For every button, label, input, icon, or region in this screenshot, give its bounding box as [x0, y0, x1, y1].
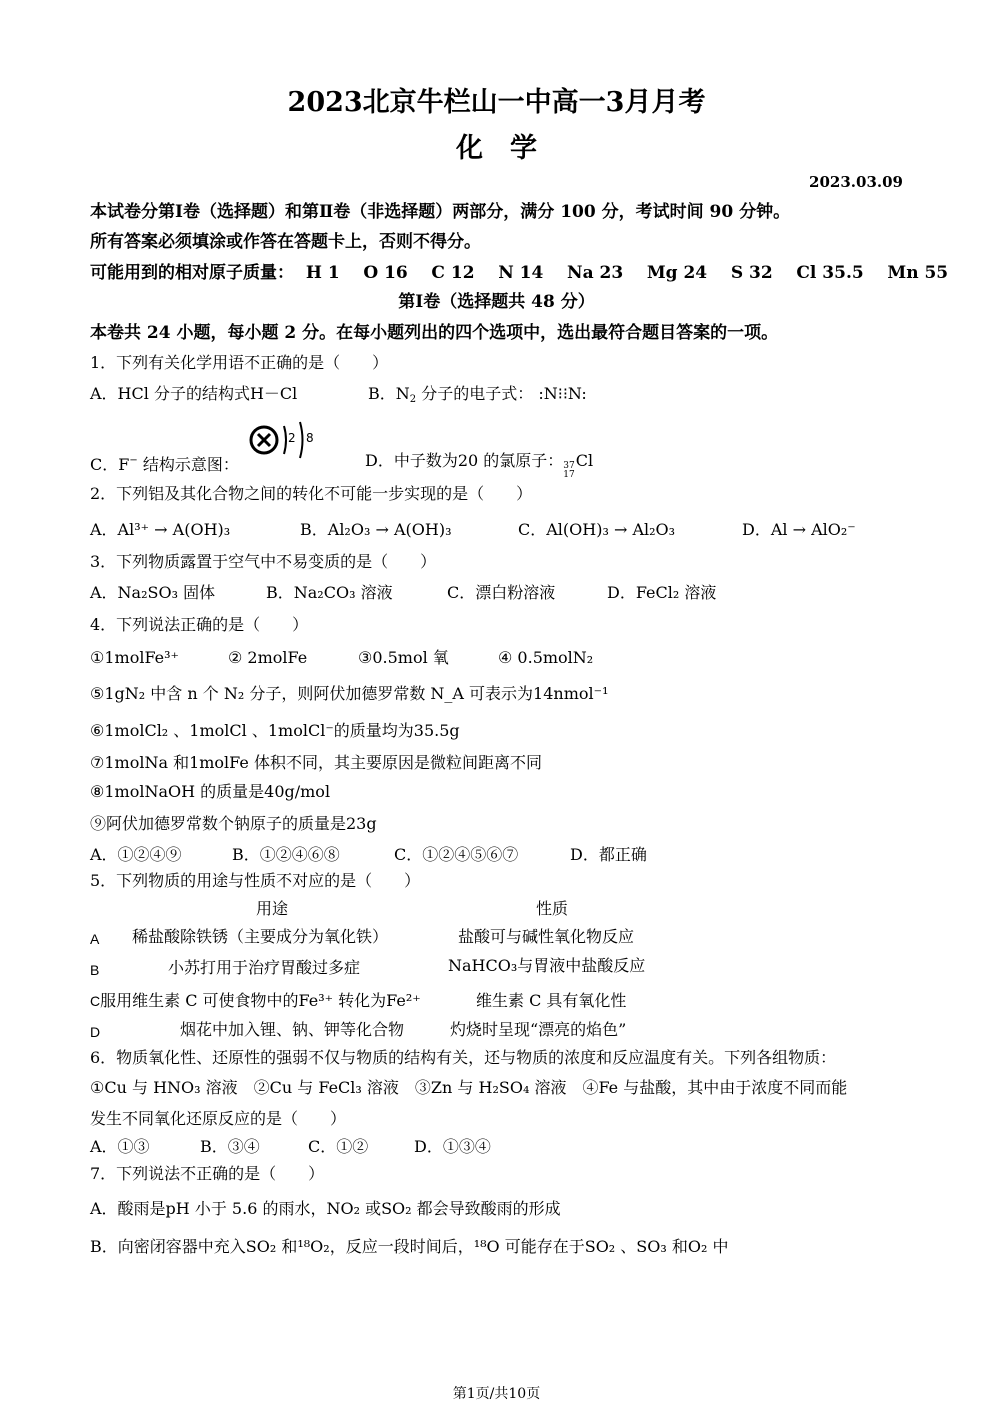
q5-row-d-mark: D — [90, 1024, 101, 1040]
q4-option-b: B．①②④⑥⑧ — [232, 845, 340, 864]
q5-row-c — [90, 991, 421, 1011]
q4-option-a: A．①②④⑨ — [90, 845, 182, 864]
intro-line-1: 本试卷分第Ⅰ卷（选择题）和第Ⅱ卷（非选择题）两部分，满分 100 分，考试时间 90 分钟。 — [90, 202, 791, 222]
shell-count-2: 8 — [306, 431, 314, 445]
q4-s9: ⑨阿伏加德罗常数个钠原子的质量是23g — [90, 814, 377, 833]
q5-row-d-prop: 灼烧时呈现“漂亮的焰色” — [450, 1020, 627, 1039]
q6-line-2: ①Cu 与 HNO₃ 溶液 ②Cu 与 FeCl₃ 溶液 ③Zn 与 H₂SO₄ 溶液 ④Fe 与盐酸，其中由于浓度不同而能 — [90, 1078, 848, 1097]
q6-option-d: D．①③④ — [414, 1137, 491, 1156]
q7-option-b: B．向密闭容器中充入SO₂ 和¹⁸O₂，反应一段时间后，¹⁸O 可能存在于SO₂ 、SO₃ 和O₂ 中 — [90, 1237, 729, 1256]
q4-s4: ④ 0.5molN₂ — [498, 648, 594, 667]
q5-row-c-use: 服用维生素 C 可使食物中的Fe³⁺ 转化为Fe²⁺ — [100, 991, 421, 1010]
mass-na: Na 23 — [567, 263, 624, 283]
q5-row-a-prop: 盐酸可与碱性氧化物反应 — [458, 927, 635, 946]
q3-option-a: A．Na₂SO₃ 固体 — [90, 583, 216, 602]
isotope-atomic: 17 — [563, 470, 575, 480]
q4-stem: 4．下列说法正确的是（ ） — [90, 615, 309, 634]
q1-d-text: D．中子数为20 的氯原子： — [365, 451, 564, 470]
q6-option-a: A．①③ — [90, 1137, 150, 1156]
q5-row-a-mark: A — [90, 931, 100, 947]
q4-s2: ② 2molFe — [228, 648, 308, 667]
q5-row-b-mark: B — [90, 962, 100, 978]
section-1-title: 第Ⅰ卷（选择题共 48 分） — [398, 292, 595, 312]
q1-c-label: C．F — [90, 455, 130, 474]
section-1-instruction: 本卷共 24 小题，每小题 2 分。在每小题列出的四个选项中，选出最符合题目答案的一项。 — [90, 323, 779, 343]
shell-arc-2 — [300, 422, 303, 458]
q4-s5: ⑤1gN₂ 中含 n 个 N₂ 分子，则阿伏加德罗常数 N_A 可表示为14nmol⁻¹ — [90, 684, 609, 703]
q2-option-b: B．Al₂O₃ → A(OH)₃ — [300, 520, 452, 539]
q5-stem: 5．下列物质的用途与性质不对应的是（ ） — [90, 871, 421, 890]
q4-s3: ③0.5mol 氧 — [358, 648, 449, 667]
q1-option-d — [365, 451, 593, 480]
q1-b-text: 分子的电子式： — [421, 384, 534, 403]
q1-stem: 1．下列有关化学用语不正确的是（ ） — [90, 353, 389, 372]
q4-option-d: D．都正确 — [570, 845, 647, 864]
q2-option-a: A．Al³⁺ → A(OH)₃ — [90, 520, 231, 539]
q1-b-prefix: B．N — [368, 384, 410, 403]
q3-option-c: C．漂白粉溶液 — [447, 583, 556, 602]
mass-h: H 1 — [305, 263, 340, 283]
mass-n: N 14 — [498, 263, 544, 283]
q5-row-c-mark: C — [90, 993, 101, 1009]
q6-option-b: B．③④ — [200, 1137, 260, 1156]
q1-b-formula: :N⁝⁝N: — [538, 384, 587, 403]
q1-c-sup: − — [129, 455, 138, 466]
q5-row-d-use: 烟花中加入锂、钠、钾等化合物 — [180, 1020, 405, 1039]
mass-mg: Mg 24 — [646, 263, 708, 283]
q5-row-a-use: 稀盐酸除铁锈（主要成分为氧化铁） — [132, 927, 389, 946]
q4-option-c: C．①②④⑤⑥⑦ — [394, 845, 519, 864]
fluoride-structure-diagram — [248, 418, 326, 466]
q5-row-b-use: 小苏打用于治疗胃酸过多症 — [168, 958, 361, 977]
shell-arc-1 — [284, 426, 286, 454]
q2-stem: 2．下列铝及其化合物之间的转化不可能一步实现的是（ ） — [90, 484, 533, 503]
q4-s6: ⑥1molCl₂ 、1molCl 、1molCl⁻的质量均为35.5g — [90, 721, 460, 740]
q4-s7: ⑦1molNa 和1molFe 体积不同，其主要原因是微粒间距离不同 — [90, 753, 542, 772]
q1-option-a: A．HCl 分子的结构式H－Cl — [90, 384, 298, 403]
q5-col-prop: 性质 — [536, 899, 569, 918]
q2-option-c: C．Al(OH)₃ → Al₂O₃ — [518, 520, 676, 539]
exam-date: 2023.03.09 — [809, 173, 903, 191]
q1-b-sub: 2 — [409, 394, 417, 405]
q7-stem: 7．下列说法不正确的是（ ） — [90, 1164, 325, 1183]
q4-s1: ①1molFe³⁺ — [90, 648, 179, 667]
mass-cl: Cl 35.5 — [796, 263, 864, 283]
q3-stem: 3．下列物质露置于空气中不易变质的是（ ） — [90, 552, 437, 571]
q1-option-b — [368, 384, 587, 410]
intro-line-2: 所有答案必须填涂或作答在答题卡上，否则不得分。 — [90, 232, 481, 252]
q2-option-d: D．Al → AlO₂⁻ — [742, 520, 856, 539]
q6-stem: 6．物质氧化性、还原性的强弱不仅与物质的结构有关，还与物质的浓度和反应温度有关。下列各组物质： — [90, 1048, 837, 1067]
nucleus-scribble — [258, 434, 270, 446]
isotope-numbers — [563, 462, 574, 480]
q5-col-use: 用途 — [256, 899, 289, 918]
isotope-mass: 37 — [563, 461, 575, 471]
q1-c-text: 结构示意图： — [142, 455, 239, 474]
q3-option-b: B．Na₂CO₃ 溶液 — [266, 583, 393, 602]
mass-o: O 16 — [363, 263, 408, 283]
page-footer: 第1页/共10页 — [452, 1386, 541, 1402]
shell-count-1: 2 — [288, 431, 296, 445]
q5-row-b-prop: NaHCO₃与胃液中盐酸反应 — [448, 956, 646, 975]
atomic-masses — [90, 263, 948, 283]
q5-row-c-prop: 维生素 C 具有氧化性 — [476, 991, 627, 1010]
mass-mn: Mn 55 — [887, 263, 949, 283]
q6-option-c: C．①② — [308, 1137, 369, 1156]
subject-title: 化 学 — [456, 133, 537, 164]
mass-s: S 32 — [730, 263, 773, 283]
q6-line-3: 发生不同氧化还原反应的是（ ） — [90, 1109, 347, 1128]
exam-title: 2023北京牛栏山一中高一3月月考 — [287, 87, 706, 118]
mass-c: C 12 — [431, 263, 475, 283]
q4-s8: ⑧1molNaOH 的质量是40g/mol — [90, 782, 331, 801]
q7-option-a: A．酸雨是pH 小于 5.6 的雨水，NO₂ 或SO₂ 都会导致酸雨的形成 — [90, 1199, 561, 1218]
q3-option-d: D．FeCl₂ 溶液 — [607, 583, 717, 602]
masses-label: 可能用到的相对原子质量： — [90, 263, 294, 283]
isotope-symbol: Cl — [575, 451, 594, 470]
q1-option-c — [90, 451, 239, 475]
